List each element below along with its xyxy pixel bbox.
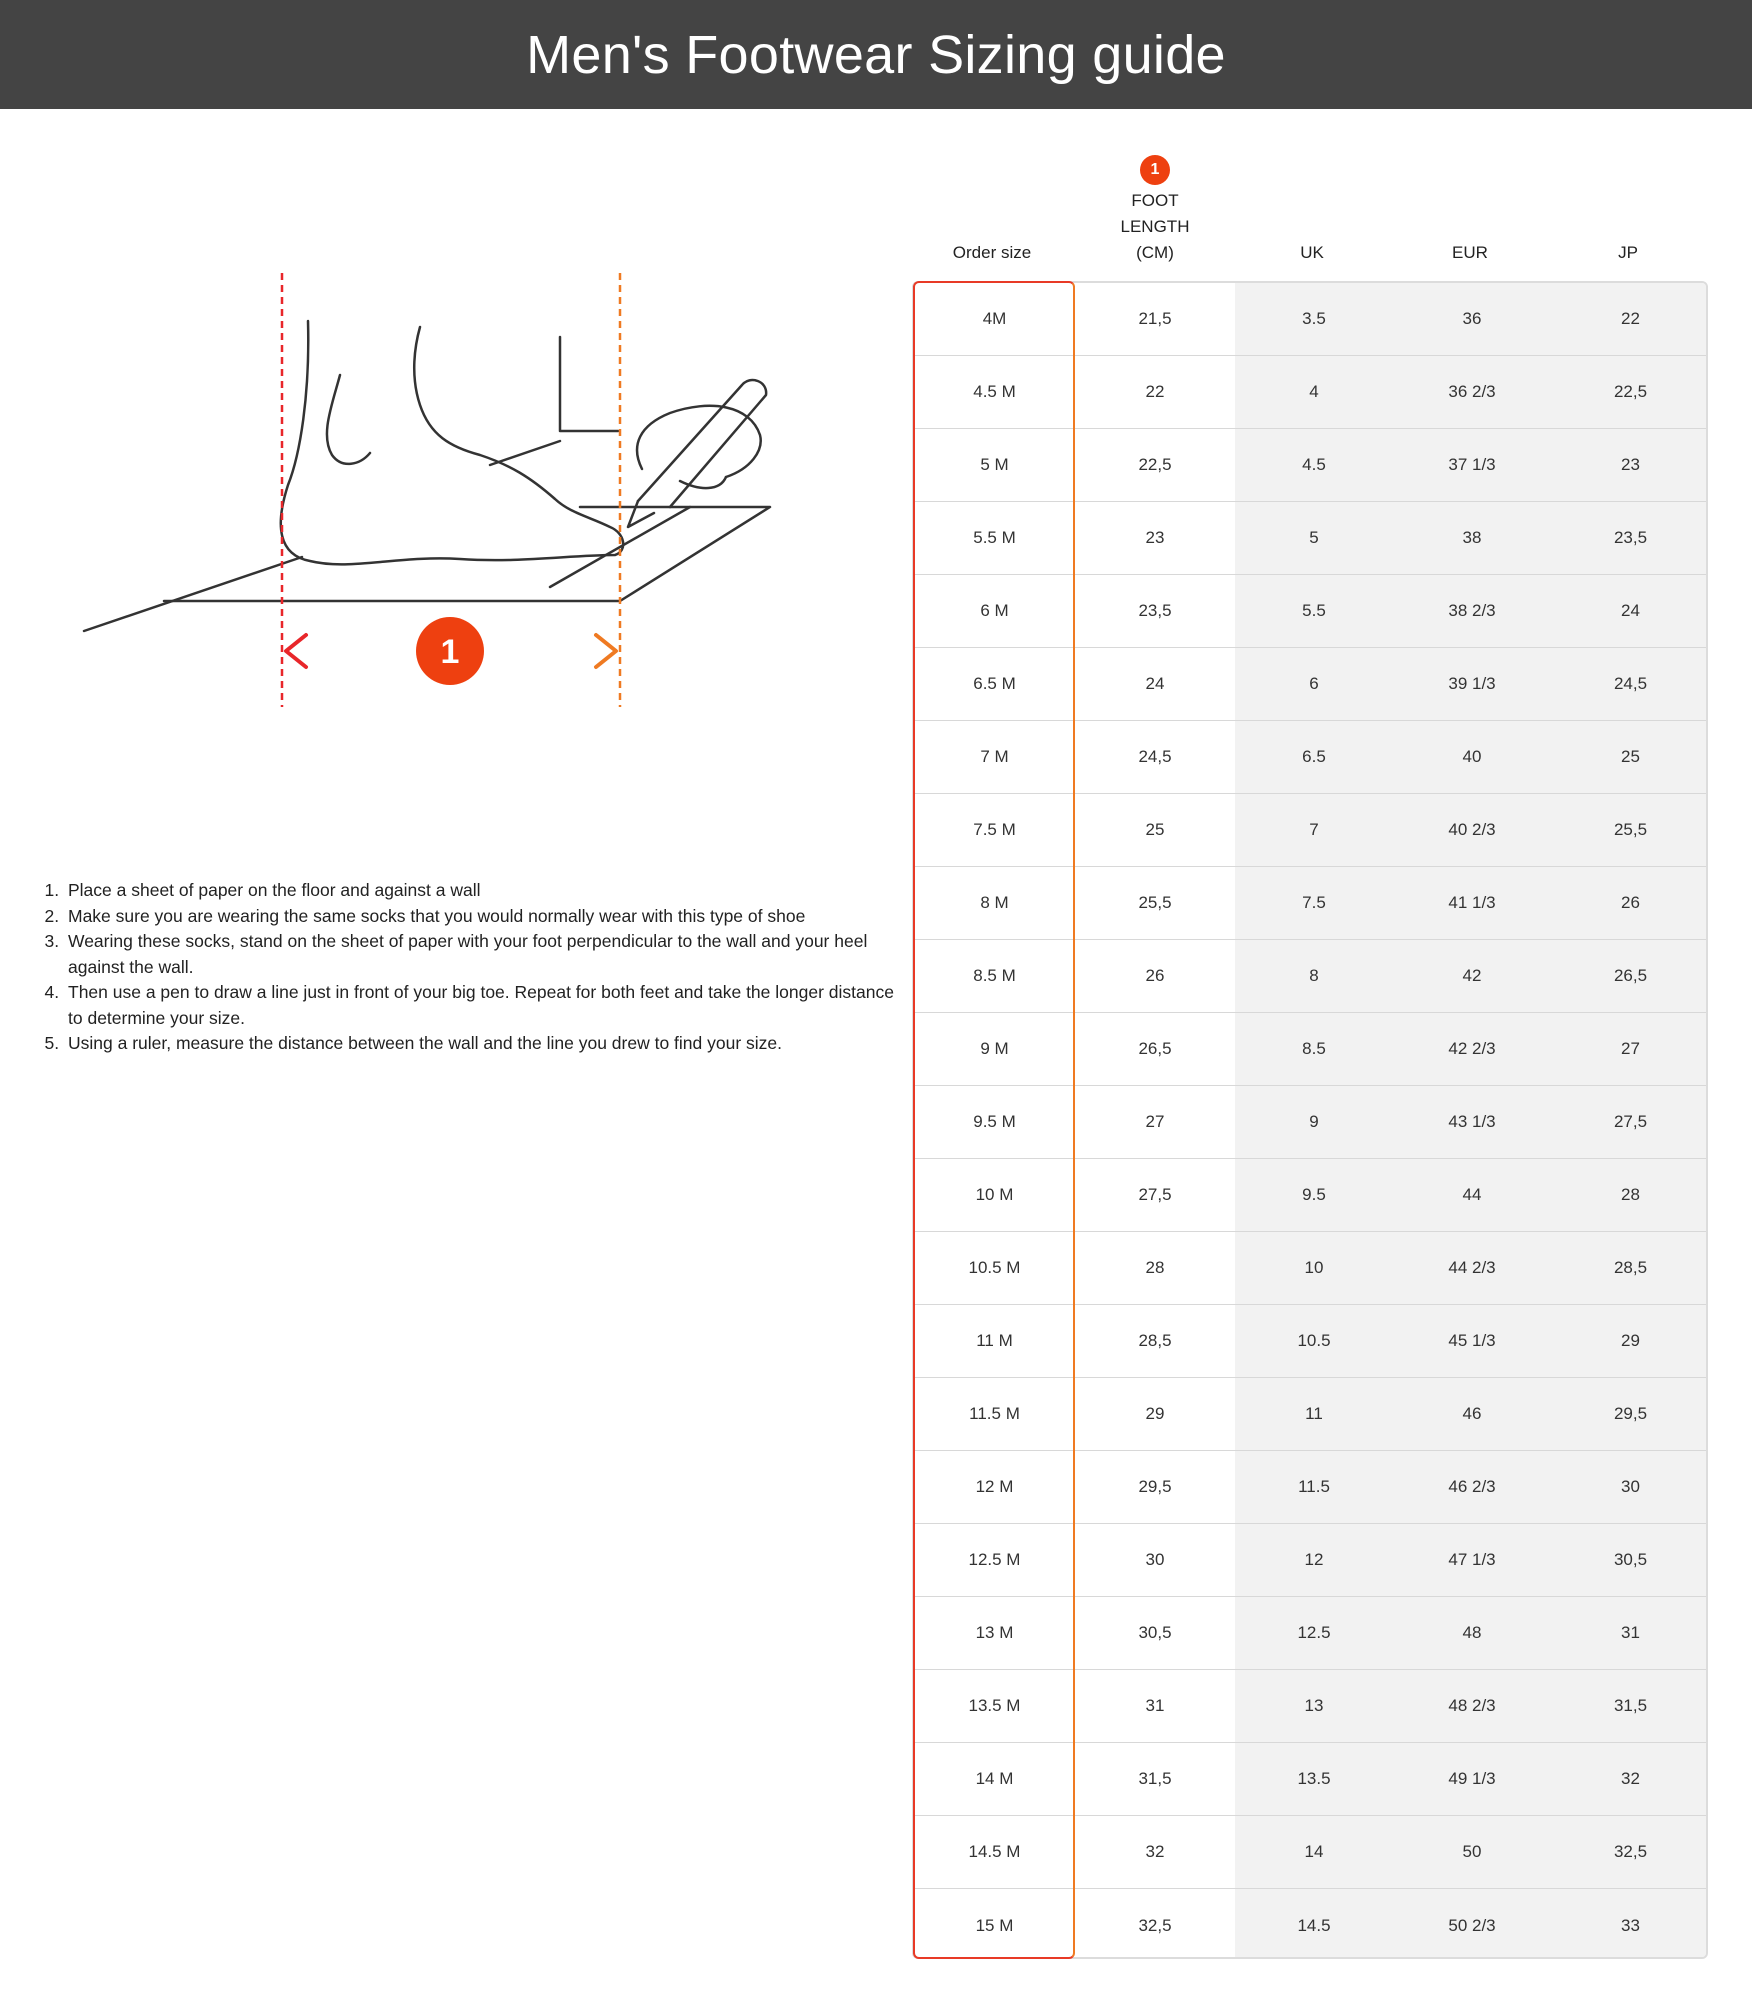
foot-length-cell: 32,5 [1138, 1915, 1172, 1935]
jp-cell: 32,5 [1613, 1842, 1648, 1861]
order-size-cell: 12.5 M [968, 1550, 1021, 1569]
foot-length-cell: 22 [1145, 382, 1165, 401]
eur-cell: 50 2/3 [1448, 1915, 1496, 1935]
uk-cell: 10 [1304, 1258, 1324, 1277]
uk-cell: 10.5 [1297, 1331, 1331, 1350]
eur-cell: 50 [1462, 1842, 1482, 1861]
order-size-cell: 7 M [980, 747, 1009, 766]
foot-measure-illustration [70, 255, 850, 715]
eur-cell: 44 2/3 [1448, 1258, 1496, 1277]
order-size-cell: 14 M [975, 1769, 1014, 1788]
eur-cell: 46 2/3 [1448, 1477, 1496, 1496]
jp-cell: 23,5 [1613, 528, 1648, 547]
jp-cell: 32 [1621, 1769, 1640, 1788]
table-row [914, 1013, 1706, 1086]
table-row [914, 721, 1706, 794]
eur-cell: 44 [1462, 1185, 1482, 1204]
table-row [914, 1159, 1706, 1232]
order-size-cell: 15 M [975, 1915, 1014, 1935]
uk-cell: 4.5 [1302, 455, 1326, 474]
table-row [914, 940, 1706, 1013]
foot-length-marker-badge: 1 [1140, 155, 1170, 185]
jp-cell: 33 [1621, 1915, 1640, 1935]
eur-cell: 48 2/3 [1448, 1696, 1496, 1715]
eur-cell: 45 1/3 [1448, 1331, 1496, 1350]
table-row [914, 1670, 1706, 1743]
eur-cell: 36 [1462, 309, 1482, 328]
uk-cell: 12.5 [1297, 1623, 1331, 1642]
eur-cell: 42 2/3 [1448, 1039, 1496, 1058]
jp-cell: 28,5 [1613, 1258, 1648, 1277]
uk-cell: 3.5 [1302, 309, 1326, 328]
order-size-cell: 5 M [980, 455, 1009, 474]
pen-and-hand [628, 380, 766, 527]
column-header-uk: UK [1300, 243, 1324, 262]
uk-cell: 8 [1309, 966, 1319, 985]
foot-length-cell: 32 [1145, 1842, 1165, 1861]
table-row [914, 429, 1706, 502]
table-row [914, 1743, 1706, 1816]
jp-cell: 26 [1621, 893, 1640, 912]
order-size-cell: 12 M [975, 1477, 1014, 1496]
jp-cell: 22,5 [1613, 382, 1648, 401]
foot-length-cell: 23,5 [1138, 601, 1172, 620]
eur-cell: 46 [1462, 1404, 1482, 1423]
uk-cell: 14 [1304, 1842, 1324, 1861]
table-row [914, 1524, 1706, 1597]
order-size-cell: 6.5 M [973, 674, 1016, 693]
foot-length-cell: 28 [1145, 1258, 1165, 1277]
instruction-item: 3. Wearing these socks, stand on the sheet of paper with your foot perpendicular to the wall and your heel against the wall. [64, 929, 904, 980]
uk-cell: 7 [1309, 820, 1319, 839]
order-size-cell: 7.5 M [973, 820, 1016, 839]
instruction-item: 5. Using a ruler, measure the distance between the wall and the line you drew to find your size. [64, 1031, 904, 1057]
jp-cell: 27,5 [1613, 1112, 1648, 1131]
eur-cell: 37 1/3 [1448, 455, 1496, 474]
uk-cell: 6.5 [1302, 747, 1326, 766]
order-size-cell: 10.5 M [968, 1258, 1021, 1277]
foot-length-cell: 28,5 [1138, 1331, 1172, 1350]
foot-length-cell: 26 [1145, 966, 1165, 985]
order-size-cell: 4.5 M [973, 382, 1016, 401]
eur-cell: 40 2/3 [1448, 820, 1496, 839]
order-size-cell: 10 M [975, 1185, 1014, 1204]
jp-cell: 24 [1621, 601, 1640, 620]
order-size-cell: 8 M [980, 893, 1009, 912]
foot-length-cell: 29,5 [1138, 1477, 1172, 1496]
jp-cell: 30,5 [1613, 1550, 1648, 1569]
foot-length-cell: 31 [1145, 1696, 1165, 1715]
foot-length-cell: 30,5 [1138, 1623, 1172, 1642]
table-row [914, 867, 1706, 940]
uk-cell: 9 [1309, 1112, 1319, 1131]
table-row [914, 356, 1706, 429]
eur-cell: 42 [1462, 966, 1482, 985]
column-header-eur: EUR [1452, 243, 1488, 262]
page-title: Men's Footwear Sizing guide [526, 24, 1226, 85]
table-row [914, 283, 1706, 356]
foot-length-cell: 25 [1145, 820, 1165, 839]
instructions-list [44, 878, 904, 1057]
order-size-cell: 14.5 M [968, 1842, 1021, 1861]
order-size-cell: 11 M [976, 1331, 1013, 1350]
jp-cell: 25,5 [1613, 820, 1648, 839]
foot-length-cell: 22,5 [1138, 455, 1172, 474]
jp-cell: 29 [1621, 1331, 1640, 1350]
instruction-item: 4. Then use a pen to draw a line just in front of your big toe. Repeat for both feet and take the longer distance to determine your size. [64, 980, 904, 1031]
instruction-item: 1. Place a sheet of paper on the floor and against a wall [64, 878, 904, 904]
uk-cell: 8.5 [1302, 1039, 1326, 1058]
table-row [914, 1086, 1706, 1159]
table-row [914, 1232, 1706, 1305]
table-row [914, 1451, 1706, 1524]
order-size-cell: 4M [982, 309, 1007, 328]
foot-length-cell: 27,5 [1138, 1185, 1172, 1204]
uk-cell: 12 [1304, 1550, 1324, 1569]
eur-cell: 43 1/3 [1448, 1112, 1496, 1131]
uk-cell: 11.5 [1298, 1477, 1330, 1496]
uk-cell: 5.5 [1302, 601, 1326, 620]
order-size-cell: 9.5 M [973, 1112, 1016, 1131]
order-size-cell: 6 M [980, 601, 1009, 620]
table-row [914, 1816, 1706, 1889]
order-size-cell: 13 M [975, 1623, 1014, 1642]
jp-cell: 22 [1621, 309, 1640, 328]
column-header-order-size: Order size [952, 243, 1032, 262]
uk-cell: 4 [1309, 382, 1319, 401]
table-row [914, 575, 1706, 648]
uk-cell: 13 [1304, 1696, 1324, 1715]
order-size-cell: 8.5 M [973, 966, 1016, 985]
jp-cell: 23 [1621, 455, 1640, 474]
order-size-cell: 5.5 M [973, 528, 1016, 547]
uk-cell: 6 [1309, 674, 1319, 693]
order-size-cell: 11.5 M [969, 1404, 1020, 1423]
foot-length-cell: 26,5 [1138, 1039, 1172, 1058]
foot-length-cell: 24,5 [1138, 747, 1172, 766]
table-row [914, 1889, 1706, 1959]
eur-cell: 40 [1462, 747, 1482, 766]
measurement-badge-label: 1 [440, 633, 460, 671]
table-row [914, 1378, 1706, 1451]
order-size-cell: 13.5 M [968, 1696, 1021, 1715]
foot-length-cell: 23 [1145, 528, 1165, 547]
eur-cell: 39 1/3 [1448, 674, 1496, 693]
foot-length-cell: 27 [1145, 1112, 1165, 1131]
uk-cell: 5 [1309, 528, 1319, 547]
eur-cell: 36 2/3 [1448, 382, 1496, 401]
eur-cell: 49 1/3 [1448, 1769, 1496, 1788]
uk-cell: 7.5 [1302, 893, 1326, 912]
jp-cell: 30 [1621, 1477, 1640, 1496]
size-table [912, 281, 1708, 1959]
eur-cell: 41 1/3 [1448, 893, 1496, 912]
jp-cell: 29,5 [1613, 1404, 1648, 1423]
instruction-item: 2. Make sure you are wearing the same socks that you would normally wear with this type of shoe [64, 904, 904, 930]
foot-length-cell: 21,5 [1138, 309, 1172, 328]
jp-cell: 25 [1621, 747, 1640, 766]
foot-length-cell: 31,5 [1138, 1769, 1172, 1788]
order-size-cell: 9 M [980, 1039, 1009, 1058]
table-row [914, 648, 1706, 721]
uk-cell: 14.5 [1297, 1915, 1331, 1935]
foot-length-cell: 25,5 [1138, 893, 1172, 912]
floor-paper-lines [84, 507, 770, 631]
foot-length-cell: 30 [1145, 1550, 1165, 1569]
jp-cell: 27 [1621, 1039, 1640, 1058]
eur-cell: 48 [1462, 1623, 1482, 1642]
table-row [914, 1597, 1706, 1670]
eur-cell: 38 [1462, 528, 1482, 547]
jp-cell: 31,5 [1613, 1696, 1648, 1715]
column-header-jp: JP [1618, 243, 1638, 262]
jp-cell: 31 [1621, 1623, 1640, 1642]
column-header-foot-length [1075, 191, 1235, 266]
table-row [914, 502, 1706, 575]
page-header [0, 0, 1752, 109]
foot-outline [281, 321, 623, 564]
eur-cell: 38 2/3 [1448, 601, 1496, 620]
uk-cell: 9.5 [1302, 1185, 1326, 1204]
jp-cell: 26,5 [1613, 966, 1648, 985]
table-row [914, 794, 1706, 867]
uk-cell: 13.5 [1297, 1769, 1331, 1788]
eur-cell: 47 1/3 [1448, 1550, 1496, 1569]
table-row [914, 1305, 1706, 1378]
jp-cell: 24,5 [1613, 674, 1648, 693]
uk-cell: 11 [1305, 1404, 1323, 1423]
foot-length-cell: 29 [1145, 1404, 1165, 1423]
column-header-foot-length-label: FOOT LENGTH (CM) [1120, 191, 1190, 262]
foot-length-cell: 24 [1145, 674, 1165, 693]
jp-cell: 28 [1621, 1185, 1640, 1204]
